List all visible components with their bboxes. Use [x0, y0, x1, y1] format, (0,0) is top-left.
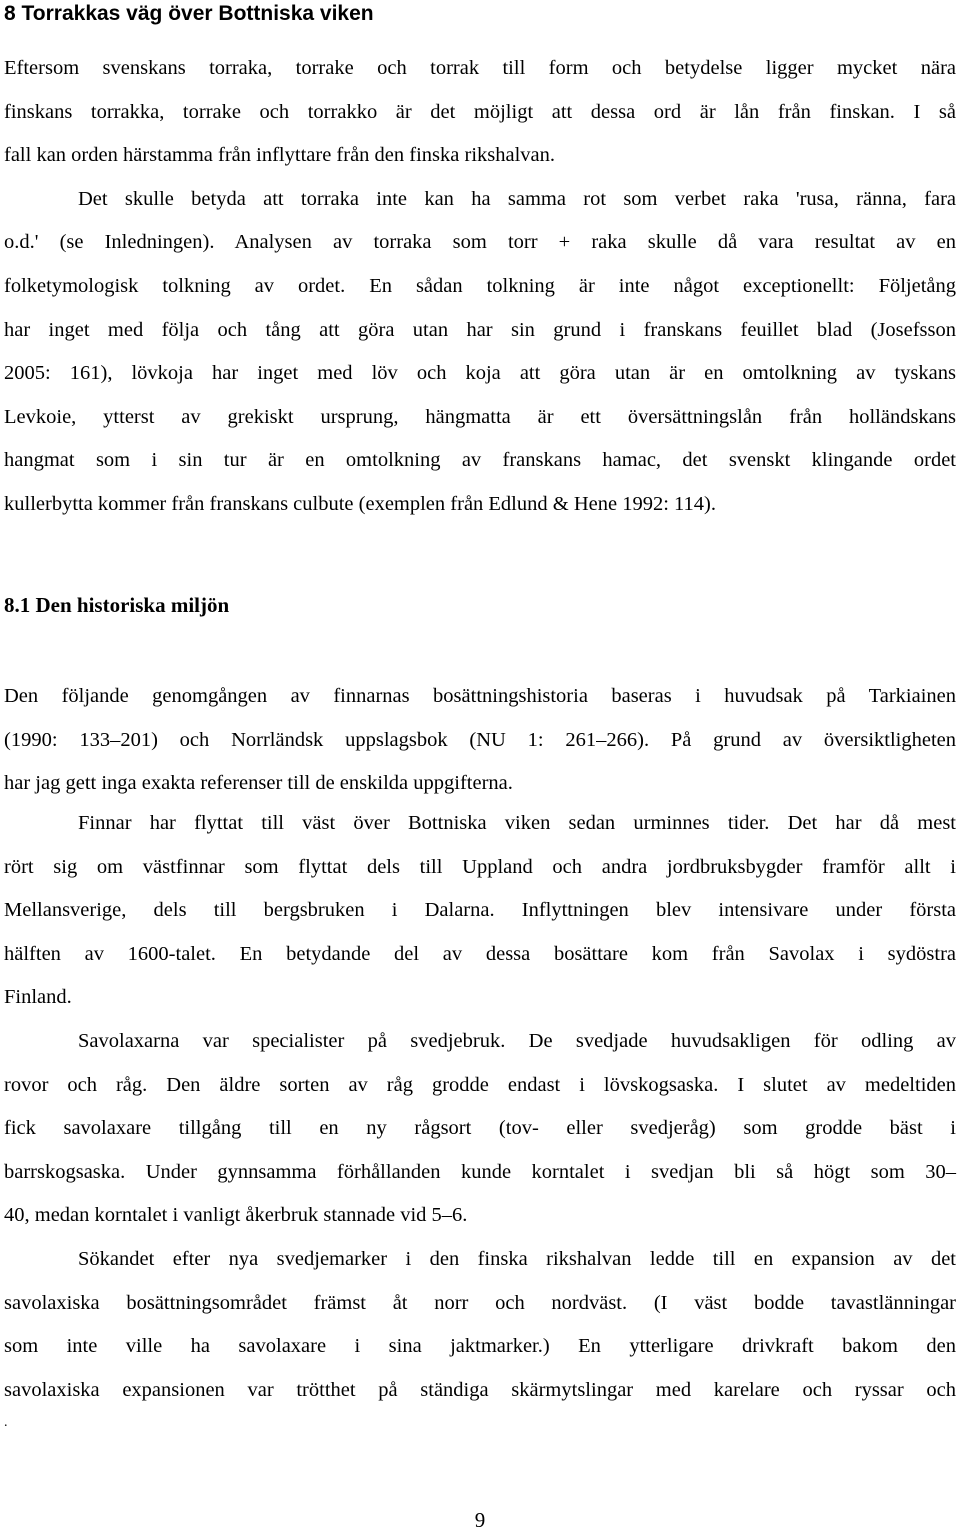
finnar-paragraph	[4, 802, 956, 1020]
text-line: Den följande genomgången av finnarnas bosättningshistoria baseras i huvudsak på Tarkiainen	[4, 685, 956, 707]
text-line: rört sig om västfinnar som flyttat dels till Uppland och andra jordbruksbygder framför allt i	[4, 855, 956, 878]
text-line: har inget med följa och tång att göra utan har sin grund i franskans feuillet blad (Josefsson	[4, 318, 956, 341]
text-line: har jag gett inga exakta referenser till de enskilda uppgifterna.	[4, 772, 513, 795]
text-line: savolaxiska expansionen var trötthet på ständiga skärmytslingar med karelare och ryssar och	[4, 1378, 956, 1401]
text-line: Det skulle betyda att torraka inte kan ha samma rot som verbet raka 'rusa, ränna, fara	[78, 187, 956, 210]
text-line: hälften av 1600-talet. En betydande del av dessa bosättare kom från Savolax i sydöstra	[4, 942, 956, 965]
sources-paragraph	[4, 675, 956, 806]
stray-mark: .	[4, 1415, 8, 1430]
page-number: 9	[474, 1508, 486, 1532]
sokandet-paragraph	[4, 1238, 956, 1412]
text-line: o.d.' (se Inledningen). Analysen av torraka som torr + raka skulle då vara resultat av en	[4, 231, 956, 254]
section-title: 8.1 Den historiska miljön	[4, 593, 230, 617]
text-line: fall kan orden härstamma från inflyttare från den finska rikshalvan.	[4, 144, 556, 167]
chapter-title: 8 Torrakkas väg över Bottniska viken	[4, 2, 374, 25]
text-line: folketymologisk tolkning av ordet. En sådan tolkning är inte något exceptionellt: Följetång	[4, 274, 956, 297]
savolax-paragraph	[4, 1020, 956, 1238]
text-line: Savolaxarna var specialister på svedjebruk. De svedjade huvudsakligen för odling av	[78, 1030, 956, 1052]
text-line: Finnar har flyttat till väst över Bottniska viken sedan urminnes tider. Det har då mest	[78, 812, 956, 834]
intro-paragraph	[4, 47, 956, 527]
text-line: 2005: 161), lövkoja har inget med löv och koja att göra utan är en omtolkning av tyskans	[4, 362, 956, 385]
text-line: som inte ville ha savolaxare i sina jaktmarker.) En ytterligare drivkraft bakom den	[4, 1335, 956, 1358]
text-line: Levkoie, ytterst av grekiskt ursprung, hängmatta är ett översättningslån från holländskans	[4, 405, 956, 428]
text-line: Sökandet efter nya svedjemarker i den finska rikshalvan ledde till en expansion av det	[78, 1248, 956, 1270]
text-line: barrskogsaska. Under gynnsamma förhållanden kunde korntalet i svedjan bli så högt som 30–	[4, 1160, 956, 1183]
text-line: Finland.	[4, 986, 72, 1009]
text-line: Eftersom svenskans torraka, torrake och torrak till form och betydelse ligger mycket nära	[4, 57, 956, 79]
text-line: Mellansverige, dels till bergsbruken i Dalarna. Inflyttningen blev intensivare under första	[4, 899, 956, 922]
text-line: fick savolaxare tillgång till en ny rågsort (tov- eller svedjeråg) som grodde bäst i	[4, 1117, 956, 1140]
text-line: (1990: 133–201) och Norrländsk uppslagsbok (NU 1: 261–266). På grund av översiktligheten	[4, 728, 956, 751]
text-line: finskans torrakka, torrake och torrakko är det möjligt att dessa ord är lån från finskan. I så	[4, 100, 956, 123]
text-line: 40, medan korntalet i vanligt åkerbruk stannade vid 5–6.	[4, 1204, 468, 1227]
text-line: rovor och råg. Den äldre sorten av råg grodde endast i lövskogsaska. I slutet av medeltiden	[4, 1073, 956, 1096]
text-line: savolaxiska bosättningsområdet främst åt norr och nordväst. (I väst bodde tavastlänningar	[4, 1291, 956, 1314]
text-line: kullerbytta kommer från franskans culbute (exemplen från Edlund & Hene 1992: 114).	[4, 492, 716, 515]
text-line: hangmat som i sin tur är en omtolkning av franskans hamac, det svenskt klingande ordet	[4, 449, 956, 472]
